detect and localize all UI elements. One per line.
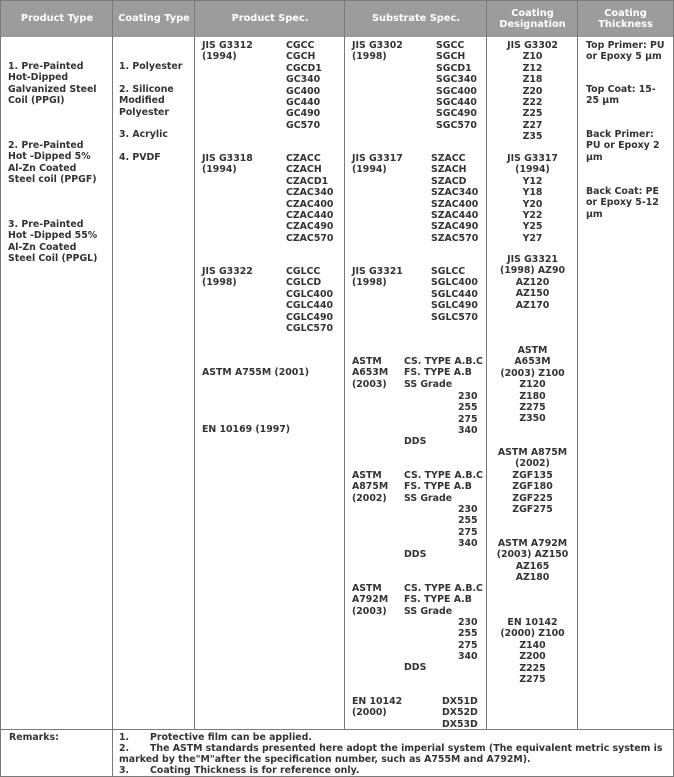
coating-type-silicone: 2. Silicone Modified Polyester xyxy=(119,84,174,118)
product-type-ppgi: 1. Pre-Painted Hot-Dipped Galvanized Steel Coil (PPGI) xyxy=(8,61,97,107)
coating-designation: JIS G3321 (1998) AZ90 AZ120 AZ150 AZ170 xyxy=(499,254,566,311)
substrate-spec-grades: SGLCC SGLC400 SGLC440 SGLC490 SGLC570 xyxy=(431,266,478,323)
substrate-spec-types: CS. TYPE A.B.C FS. TYPE A.B SS Grade xyxy=(404,356,483,390)
coating-thickness-top-primer: Top Primer: PU or Epoxy 5 μm xyxy=(586,40,665,63)
header-product-spec: Product Spec. xyxy=(231,13,309,25)
header-coating-type: Coating Type xyxy=(118,13,190,25)
product-spec-std: JIS G3322 (1998) xyxy=(202,266,253,289)
substrate-spec-std: ASTM A875M (2002) xyxy=(352,470,389,504)
remark-number: 2. xyxy=(119,743,130,754)
substrate-spec-std: ASTM A653M (2003) xyxy=(352,356,389,390)
header-coating-designation: Coating Designation xyxy=(499,7,566,30)
remarks-top-border xyxy=(1,729,673,730)
coating-thickness-top-coat: Top Coat: 15- 25 μm xyxy=(586,84,656,107)
substrate-spec-ss-grades: 230 255 275 340 xyxy=(458,617,478,663)
substrate-spec-std: ASTM A792M (2003) xyxy=(352,583,389,617)
coating-designation: ASTM A653M (2003) Z100 Z120 Z180 Z275 Z350 xyxy=(500,345,565,425)
remark-text: marked by the"M"after the specification number, such as A755M and A792M). xyxy=(119,754,531,765)
coating-designation: EN 10142 (2000) Z100 Z140 Z200 Z225 Z275 xyxy=(500,617,565,686)
product-spec-std: ASTM A755M (2001) xyxy=(202,367,310,378)
product-spec-std: EN 10169 (1997) xyxy=(202,424,291,435)
substrate-spec-std: EN 10142 (2000) xyxy=(352,696,403,719)
product-spec-grades: CZACC CZACH CZACD1 CZAC340 CZAC400 CZAC440 CZAC490 CZAC570 xyxy=(286,153,334,244)
remark-number: 1. xyxy=(119,732,130,743)
header-coating-thickness: Coating Thickness xyxy=(598,7,653,30)
table-header xyxy=(1,1,673,37)
substrate-spec-ss-grades: 230 255 275 340 xyxy=(458,391,478,437)
substrate-spec-grades: SZACC SZACH SZACD SZAC340 SZAC400 SZAC440 SZAC490 SZAC570 xyxy=(431,153,479,244)
substrate-spec-dds: DDS xyxy=(404,549,427,560)
coating-thickness-back-primer: Back Primer: PU or Epoxy 2 μm xyxy=(586,129,660,163)
product-type-ppgl: 3. Pre-Painted Hot -Dipped 55% Al-Zn Coated Steel Coil (PPGL) xyxy=(8,219,98,265)
product-spec-std: JIS G3318 (1994) xyxy=(202,153,253,176)
remarks-label: Remarks: xyxy=(9,732,59,743)
substrate-spec-types: CS. TYPE A.B.C FS. TYPE A.B SS Grade xyxy=(404,583,483,617)
header-substrate-spec: Substrate Spec. xyxy=(372,13,460,25)
substrate-spec-dds: DDS xyxy=(404,436,427,447)
product-spec-grades: CGCC CGCH CGCD1 GC340 GC400 GC440 GC490 GC570 xyxy=(286,40,322,131)
coating-thickness-back-coat: Back Coat: PE or Epoxy 5-12 μm xyxy=(586,186,659,220)
remark-text: Coating Thickness is for reference only. xyxy=(150,765,360,776)
remark-text: Protective film can be applied. xyxy=(150,732,312,743)
column-divider xyxy=(112,1,113,729)
remarks-divider xyxy=(112,729,113,777)
substrate-spec-ss-grades: 230 255 275 340 xyxy=(458,504,478,550)
product-type-ppgf: 2. Pre-Painted Hot -Dipped 5% Al-Zn Coated Steel coil (PPGF) xyxy=(8,140,97,186)
product-spec-grades: CGLCC CGLCD CGLC400 CGLC440 CGLC490 CGLC570 xyxy=(286,266,333,335)
coating-type-pvdf: 4. PVDF xyxy=(119,152,161,163)
product-spec-std: JIS G3312 (1994) xyxy=(202,40,253,63)
column-divider xyxy=(194,1,195,729)
coating-designation: ASTM A792M (2003) AZ150 AZ165 AZ180 xyxy=(496,538,569,584)
column-divider xyxy=(344,1,345,729)
substrate-spec-grades: SGCC SGCH SGCD1 SGC340 SGC400 SGC440 SGC490 SGC570 xyxy=(436,40,477,131)
header-product-type: Product Type xyxy=(20,13,94,25)
substrate-spec-std: JIS G3302 (1998) xyxy=(352,40,403,63)
substrate-spec-dds: DDS xyxy=(404,662,427,673)
coating-designation: JIS G3302 Z10 Z12 Z18 Z20 Z22 Z25 Z27 Z35 xyxy=(507,40,558,143)
remark-number: 3. xyxy=(119,765,130,776)
coating-designation: ASTM A875M (2002) ZGF135 ZGF180 ZGF225 ZGF275 xyxy=(497,447,568,516)
coating-type-polyester: 1. Polyester xyxy=(119,61,183,72)
coating-type-acrylic: 3. Acrylic xyxy=(119,129,168,140)
substrate-spec-std: JIS G3321 (1998) xyxy=(352,266,403,289)
coating-designation: JIS G3317 (1994) Y12 Y18 Y20 Y22 Y25 Y27 xyxy=(507,153,558,244)
remark-text: The ASTM standards presented here adopt the imperial system (The equivalent metric system is xyxy=(150,743,663,754)
substrate-spec-types: CS. TYPE A.B.C FS. TYPE A.B SS Grade xyxy=(404,470,483,504)
substrate-spec-grades: DX51D DX52D DX53D xyxy=(442,696,478,730)
substrate-spec-std: JIS G3317 (1994) xyxy=(352,153,403,176)
